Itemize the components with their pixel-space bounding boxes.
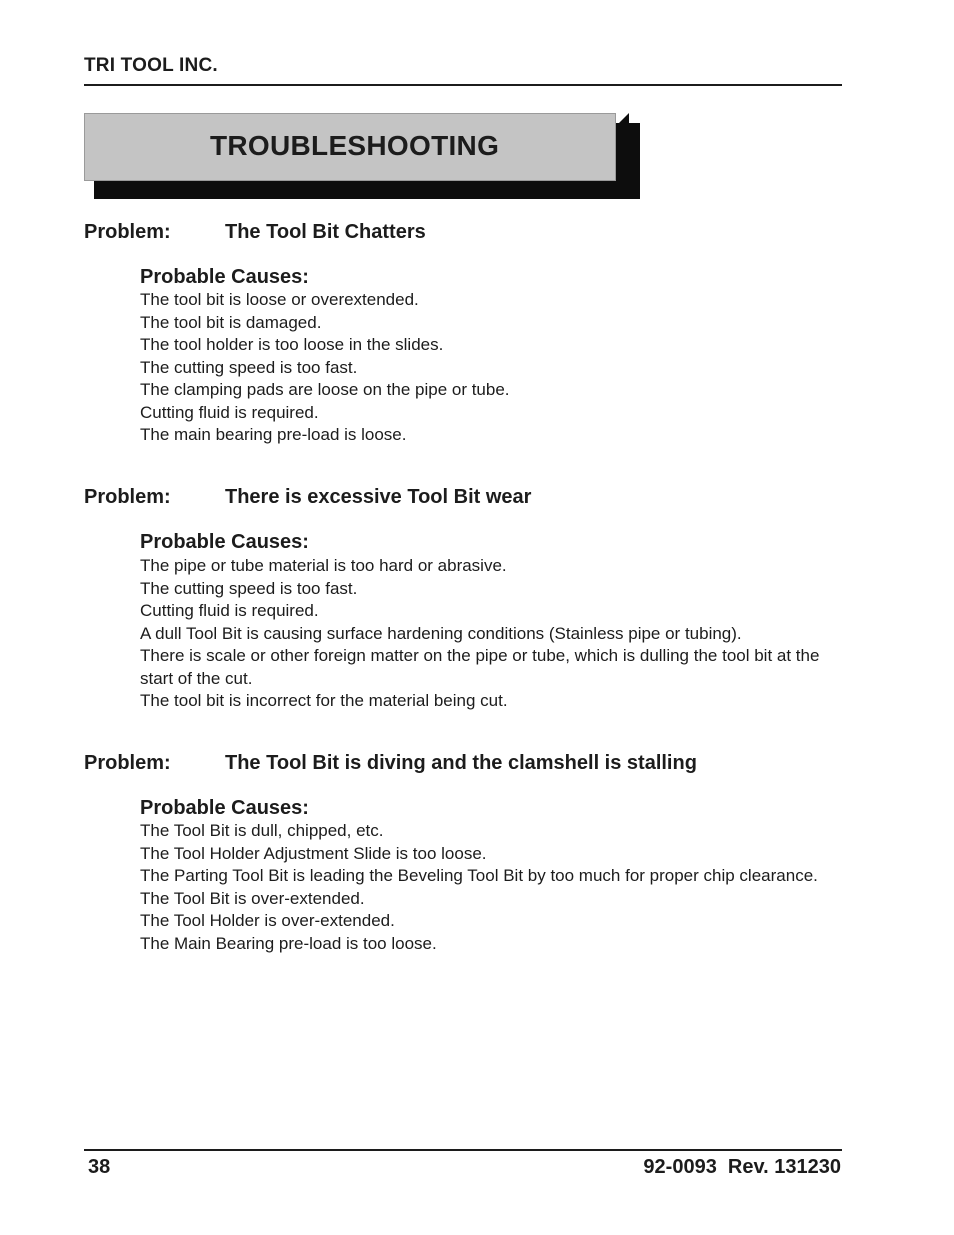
problem-title: The Tool Bit Chatters — [225, 221, 426, 243]
causes-heading: Probable Causes: — [140, 266, 309, 288]
cause-list — [140, 820, 842, 955]
company-name: TRI TOOL INC. — [84, 55, 218, 76]
cause-item: The tool bit is damaged. — [140, 312, 322, 332]
header-rule — [84, 84, 842, 86]
cause-item: The tool holder is too loose in the slides. — [140, 335, 444, 354]
page-title: TROUBLESHOOTING — [210, 130, 500, 161]
banner-shadow-corner — [615, 113, 629, 127]
causes-heading: Probable Causes: — [140, 531, 309, 553]
problem-title: There is excessive Tool Bit wear — [225, 486, 532, 508]
cause-item: The main bearing pre-load is loose. — [140, 425, 407, 444]
cause-item: The Tool Holder is over-extended. — [140, 911, 395, 930]
section-banner — [84, 113, 644, 203]
cause-item: The cutting speed is too fast. — [140, 357, 358, 377]
problem-label: Problem: — [84, 486, 171, 508]
cause-list — [140, 289, 842, 447]
cause-item: The Main Bearing pre-load is too loose. — [140, 933, 437, 953]
causes-heading: Probable Causes: — [140, 797, 309, 819]
cause-item: The Tool Holder Adjustment Slide is too loose. — [140, 843, 487, 863]
cause-item: There is scale or other foreign matter on the pipe or tube, which is dulling the tool bit at the start of the cut. — [140, 646, 820, 688]
cause-item: The Tool Bit is dull, chipped, etc. — [140, 821, 384, 840]
problem-title: The Tool Bit is diving and the clamshell is stalling — [225, 752, 697, 774]
cause-item: The pipe or tube material is too hard or abrasive. — [140, 556, 507, 575]
cause-item: Cutting fluid is required. — [140, 402, 319, 422]
cause-item: Cutting fluid is required. — [140, 601, 319, 620]
cause-list — [140, 555, 842, 713]
cause-item: The tool bit is incorrect for the material being cut. — [140, 691, 508, 710]
cause-item: The Parting Tool Bit is leading the Beveling Tool Bit by too much for proper chip clearance. — [140, 866, 818, 885]
problem-label: Problem: — [84, 752, 171, 774]
problem-label: Problem: — [84, 221, 171, 243]
page-number: 38 — [88, 1156, 111, 1178]
cause-item: The tool bit is loose or overextended. — [140, 290, 419, 309]
banner-face — [84, 113, 616, 181]
cause-item: The Tool Bit is over-extended. — [140, 888, 365, 908]
cause-item: The clamping pads are loose on the pipe or tube. — [140, 380, 510, 399]
cause-item: A dull Tool Bit is causing surface hardening conditions (Stainless pipe or tubing). — [140, 623, 742, 643]
document-revision: 92-0093 Rev. 131230 — [643, 1156, 841, 1178]
cause-item: The cutting speed is too fast. — [140, 578, 358, 598]
footer-rule — [84, 1149, 842, 1151]
